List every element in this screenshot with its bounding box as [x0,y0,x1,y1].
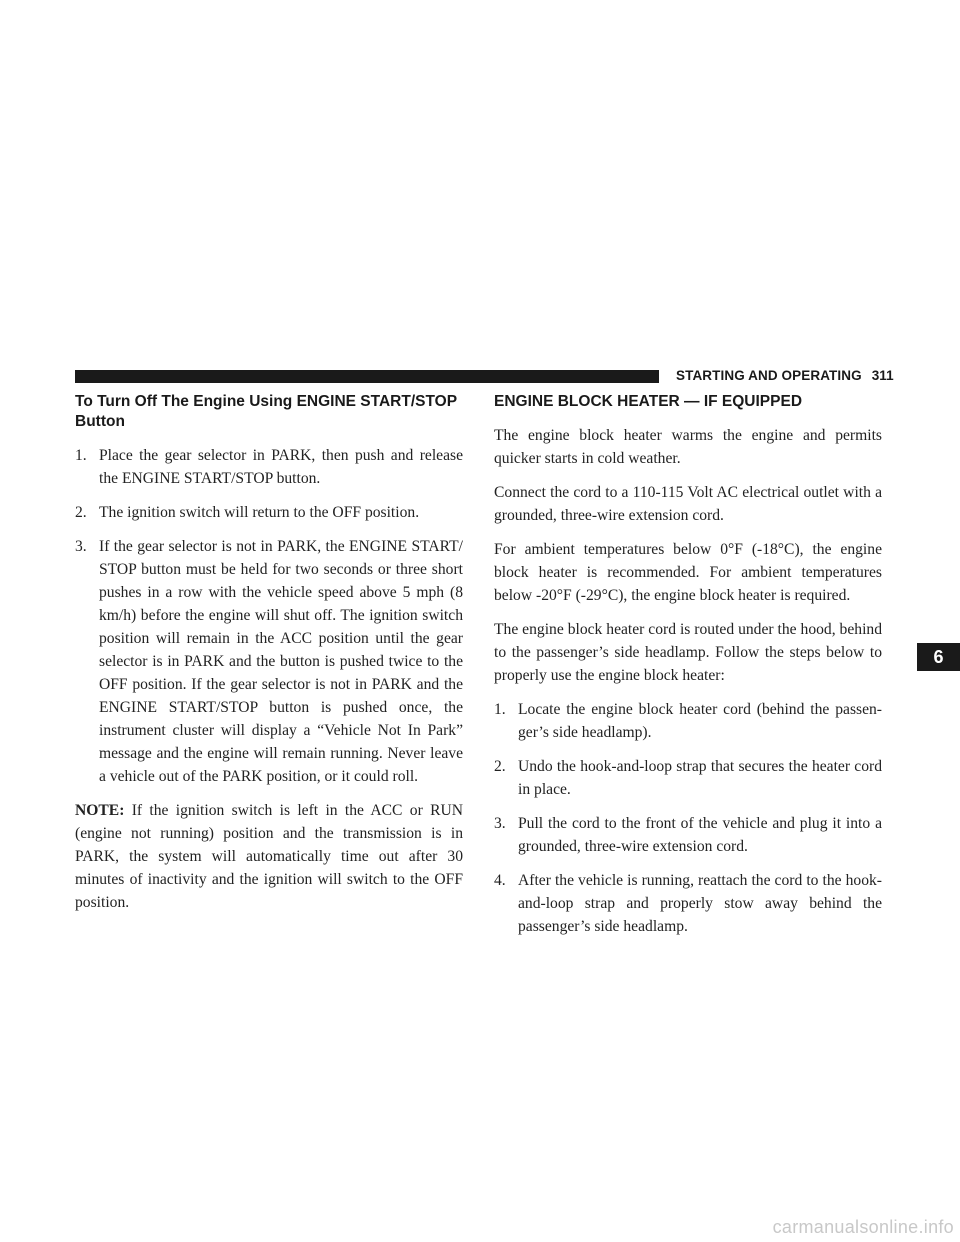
step-text: Place the gear selector in PARK, then push and release the ENGINE START/STOP button. [99,447,463,487]
paragraph: The engine block heater warms the engine and permits quicker starts in cold weather. [494,427,882,467]
step-number: 2. [494,758,506,775]
list-item [75,535,463,788]
paragraph: For ambient temperatures below 0°F (-18°C), the engine block heater is recommended. For ambient temperatures below -20°F (-29°C), the engine block heater is required. [494,541,882,604]
right-column [494,392,882,949]
page-number: 311 [871,368,894,383]
note-text: If the ignition switch is left in the ACC or RUN (engine not running) position and the transmission is in PARK, the system will automatically time out after 30 minutes of inactivity and the ignition will switch to the OFF position. [75,802,463,911]
list-item [494,869,882,938]
step-number: 1. [75,447,87,464]
chapter-tab: 6 [917,643,960,671]
step-text: Locate the engine block heater cord (behind the passen- ger’s side headlamp). [518,701,882,741]
step-text: If the gear selector is not in PARK, the ENGINE START/ STOP button must be held for two seconds or three short pushes in a row with the vehicle speed above 5 mph (8 km/h) before the engine will shut off. The ignition switch position will remain in the ACC position until the gear selector is in PARK and the button is pushed twice to the OFF position. If the gear selector is not in PARK and the ENGINE START/STOP button is pushed once, the instrument cluster will display a “Vehicle Not In Park” message and the engine will remain running. Never leave a vehicle out of the PARK position, or it could roll. [99,538,463,785]
step-number: 1. [494,701,506,718]
step-number: 3. [75,538,87,555]
step-text: After the vehicle is running, reattach the cord to the hook-and-loop strap and properly stow away behind the passenger’s side headlamp. [518,872,882,935]
list-item [75,444,463,490]
note-paragraph [75,799,463,914]
paragraph: The engine block heater cord is routed under the hood, behind to the passenger’s side headlamp. Follow the steps below to properly use the engine block heater: [494,621,882,684]
note-label: NOTE: [75,802,125,819]
section-heading-engine-off: To Turn Off The Engine Using ENGINE START/STOP Button [75,393,457,430]
watermark: carmanualsonline.info [772,1217,954,1237]
section-title: STARTING AND OPERATING [676,368,862,383]
block-heater-steps [494,698,882,938]
step-number: 4. [494,872,506,889]
step-text: The ignition switch will return to the OFF position. [99,504,420,521]
step-number: 2. [75,504,87,521]
list-item [494,755,882,801]
list-item [494,812,882,858]
left-column [75,392,463,925]
step-text: Undo the hook-and-loop strap that secures the heater cord in place. [518,758,882,798]
header-rule [75,370,659,383]
paragraph: Connect the cord to a 110-115 Volt AC electrical outlet with a grounded, three-wire extension cord. [494,484,882,524]
step-text: Pull the cord to the front of the vehicle and plug it into a grounded, three-wire extension cord. [518,815,882,855]
running-header [676,368,894,383]
list-item [75,501,463,524]
step-number: 3. [494,815,506,832]
engine-off-steps [75,444,463,788]
section-heading-block-heater: ENGINE BLOCK HEATER — IF EQUIPPED [494,393,803,410]
list-item [494,698,882,744]
